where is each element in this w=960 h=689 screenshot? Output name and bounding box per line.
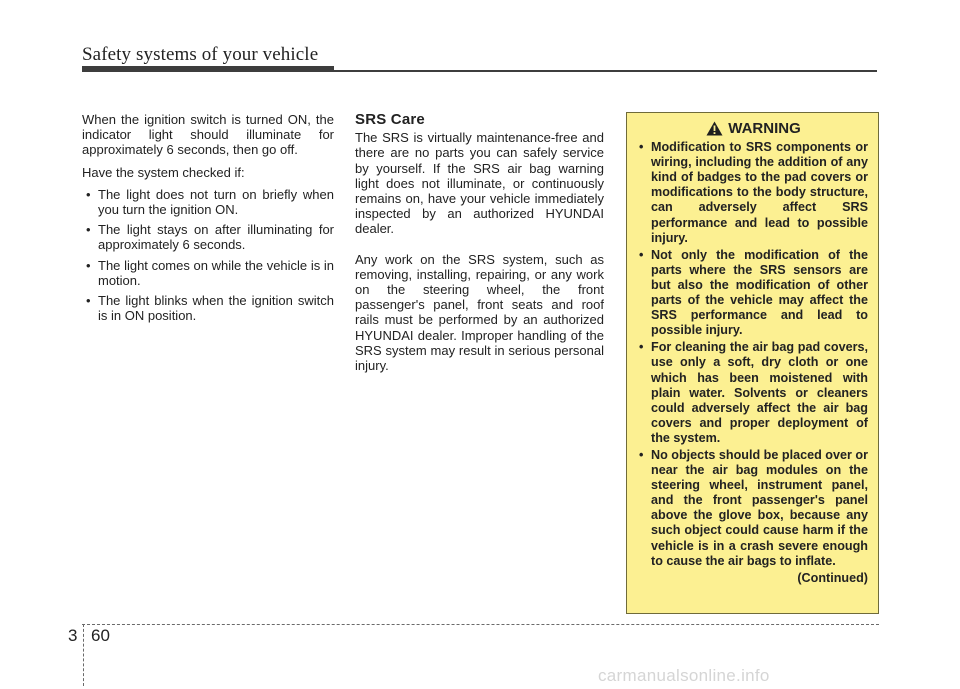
chapter-number: 3 bbox=[68, 626, 78, 645]
warning-item: • For cleaning the air bag pad covers, use only a soft, dry cloth or one which has been moistened with plain water. Solvents or cleaners could adversely affect the air bag covers and proper deployment of the system. bbox=[639, 340, 868, 446]
paragraph: Any work on the SRS system, such as removing, installing, repairing, or any work on the steering wheel, the front passenger's panel, front seats and roof rails must be performed by an authorized HYUNDAI dealer. Improper handling of the SRS system may result in serious personal injury. bbox=[355, 251, 604, 374]
list-item: • The light comes on while the vehicle is in motion. bbox=[82, 258, 334, 288]
watermark: carmanualsonline.info bbox=[598, 666, 770, 685]
footer-rule bbox=[82, 624, 879, 625]
left-column bbox=[82, 112, 334, 328]
list-item: • The light blinks when the ignition switch is in ON position. bbox=[82, 293, 334, 323]
check-list bbox=[82, 187, 334, 324]
warning-item: • No objects should be placed over or near the air bag modules on the steering wheel, instrument panel, and the front passenger's panel above the glove box, because any such object could cause harm if the vehicle is in a crash severe enough to cause the air bags to inflate. bbox=[639, 448, 868, 569]
warning-title: WARNING bbox=[728, 120, 801, 137]
footer-divider bbox=[83, 624, 84, 686]
header-rule bbox=[82, 66, 334, 72]
list-item: • The light does not turn on briefly when you turn the ignition ON. bbox=[82, 187, 334, 217]
warning-list bbox=[639, 140, 868, 569]
warning-triangle-icon bbox=[706, 121, 723, 136]
check-label: Have the system checked if: bbox=[82, 164, 245, 180]
warning-box bbox=[626, 112, 879, 614]
middle-column bbox=[355, 112, 604, 388]
list-item: • The light stays on after illuminating for approximately 6 seconds. bbox=[82, 222, 334, 252]
warning-header bbox=[639, 121, 868, 136]
section-heading: SRS Care bbox=[355, 111, 425, 128]
warning-item: • Modification to SRS components or wiring, including the addition of any kind of badges to the pad covers or modifications to the body structure, can adversely affect SRS performance and lead to possible injury. bbox=[639, 140, 868, 246]
page-header-title: Safety systems of your vehicle bbox=[82, 44, 319, 65]
page-number: 60 bbox=[91, 626, 110, 645]
warning-item: • Not only the modification of the parts where the SRS sensors are but also the modification of other parts of the vehicle may affect the SRS performance and lead to possible injury. bbox=[639, 248, 868, 339]
continued-label: (Continued) bbox=[797, 570, 868, 585]
paragraph: The SRS is virtually maintenance-free and there are no parts you can safely service by yourself. If the SRS air bag warning light does not illuminate, or continuously remains on, have your vehicle immediately inspected by an authorized HYUNDAI dealer. bbox=[355, 130, 604, 237]
header-rule-thin bbox=[334, 70, 877, 72]
intro-paragraph: When the ignition switch is turned ON, the indicator light should illuminate for approximately 6 seconds, then go off. bbox=[82, 112, 334, 158]
